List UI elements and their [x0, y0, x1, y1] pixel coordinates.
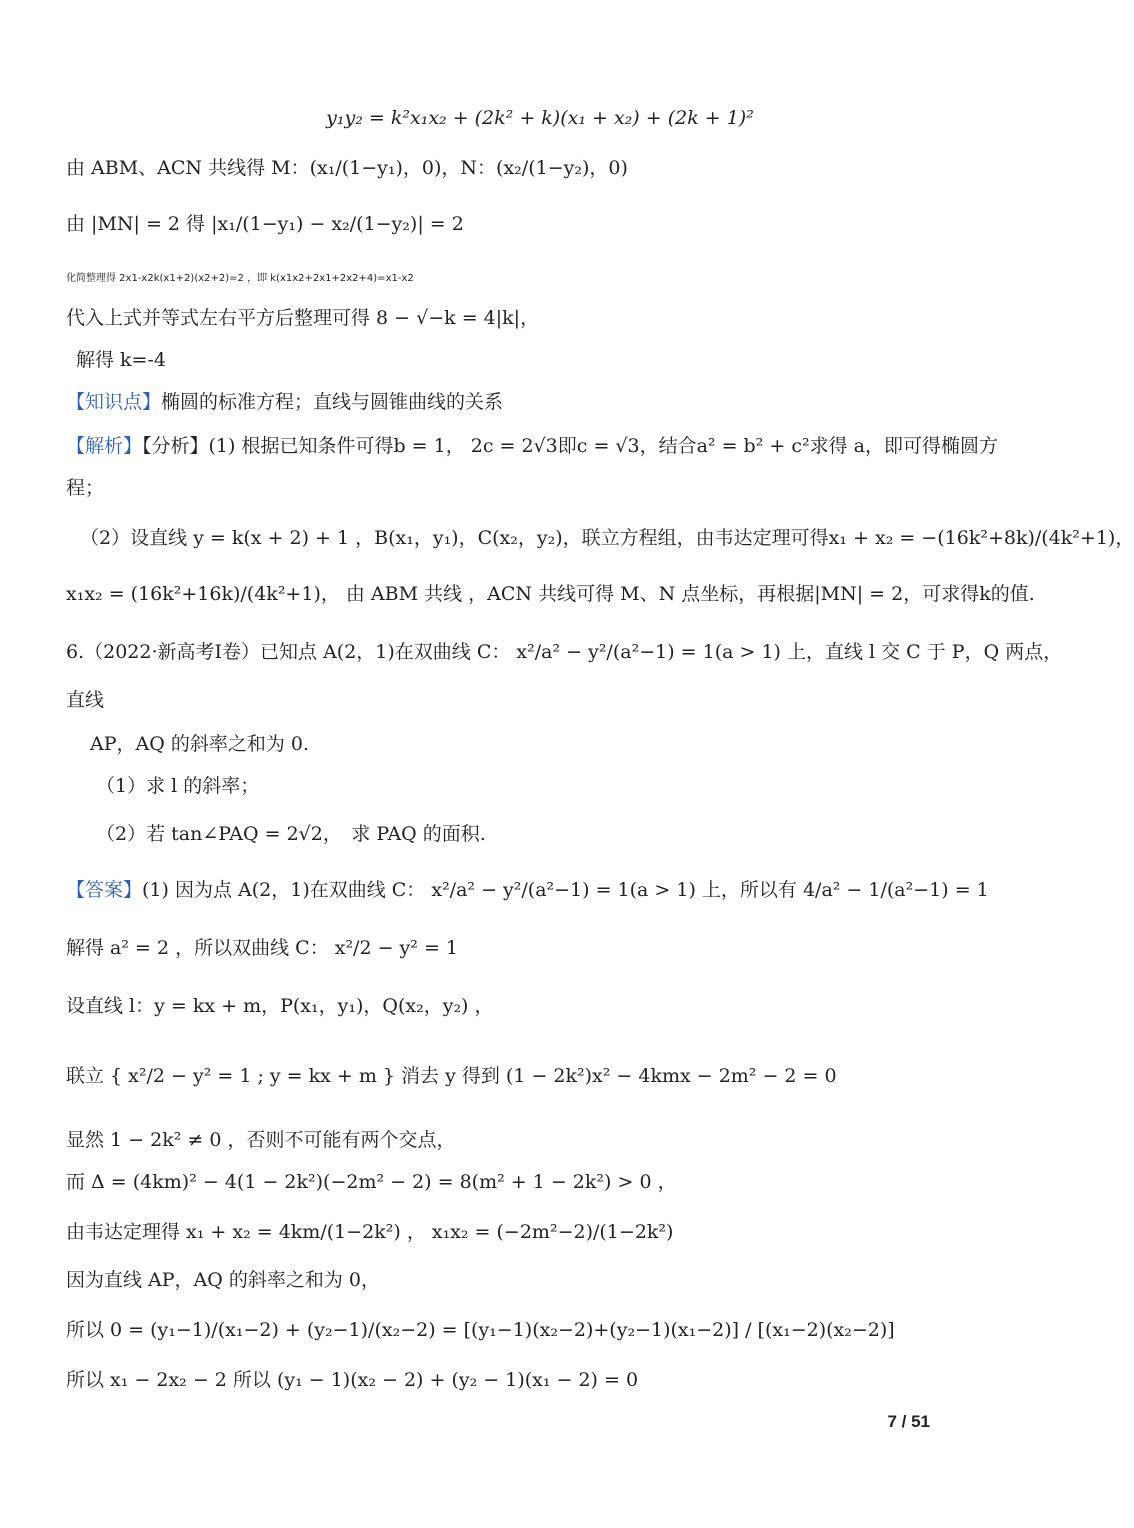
- analysis-text: 【分析】(1) 根据已知条件可得b = 1， 2c = 2√3即c = √3，结合a² = b² + c²求得 a，即可得椭圆方: [142, 435, 998, 457]
- knowledge-point-line: [66, 388, 1020, 416]
- answer-tag: 【答案】: [66, 879, 143, 901]
- text-line-simplify: 化简整理得 2x1-x2k(x1+2)(x2+2)=2 ，即 k(x1x2+2x1+2x2+4)=x1-x2: [66, 273, 414, 284]
- question-part-2: （2）若 tan∠PAQ = 2√2， 求 PAQ 的面积.: [96, 823, 486, 845]
- text-line-slope-sum: AP，AQ 的斜率之和为 0.: [90, 733, 310, 755]
- text-line-cheng: 程；: [66, 477, 105, 499]
- analysis-line: [66, 432, 1020, 460]
- knowledge-text: 椭圆的标准方程；直线与圆锥曲线的关系: [161, 391, 504, 413]
- text-line-mn-length: 由 |MN| = 2 得 |x₁/(1−y₁) − x₂/(1−y₂)| = 2: [66, 213, 464, 235]
- text-line-substitute: 代入上式并等式左右平方后整理可得 8 − √−k = 4|k|，: [66, 307, 540, 329]
- knowledge-tag: 【知识点】: [66, 391, 162, 413]
- text-line-zero-equation: 所以 0 = (y₁−1)/(x₁−2) + (y₂−1)/(x₂−2) = [(y₁−1)(x₂−2)+(y₂−1)(x₁−2)] / [(x₁−2)(x₂−2)]: [66, 1319, 895, 1341]
- text-line-part2-setup: （2）设直线 y = k(x + 2) + 1 ，B(x₁，y₁)，C(x₂，y₂)，联立方程组，由韦达定理可得x₁ + x₂ = −(16k²+8k)/(4k²+1)，: [80, 527, 1134, 549]
- text-line-final: 所以 x₁ − 2x₂ − 2 所以 (y₁ − 1)(x₂ − 2) + (y₂ − 1)(x₁ − 2) = 0: [66, 1369, 639, 1391]
- text-line-slope-zero: 因为直线 AP，AQ 的斜率之和为 0，: [66, 1269, 381, 1291]
- text-line-nonzero: 显然 1 − 2k² ≠ 0 ，否则不可能有两个交点，: [66, 1129, 456, 1151]
- text-line-vieta: 由韦达定理得 x₁ + x₂ = 4km/(1−2k²) ， x₁x₂ = (−2m²−2)/(1−2k²): [66, 1221, 674, 1243]
- answer-text: (1) 因为点 A(2，1)在双曲线 C： x²/a² − y²/(a²−1) = 1(a > 1) 上，所以有 4/a² − 1/(a²−1) = 1: [142, 879, 989, 901]
- text-line-k-result: 解得 k=-4: [76, 349, 166, 371]
- text-line-a-squared: 解得 a² = 2 ，所以双曲线 C： x²/2 − y² = 1: [66, 937, 458, 959]
- text-line-x1x2: x₁x₂ = (16k²+16k)/(4k²+1)， 由 ABM 共线 ，ACN 共线可得 M、N 点坐标，再根据|MN| = 2，可求得k的值.: [66, 583, 1035, 605]
- equation-y1y2: y₁y₂ = k²x₁x₂ + (2k² + k)(x₁ + x₂) + (2k + 1)²: [326, 107, 754, 129]
- page-number: 7 / 51: [887, 1412, 930, 1431]
- text-line-zhixian: 直线: [66, 689, 105, 711]
- text-line-delta: 而 Δ = (4km)² − 4(1 − 2k²)(−2m² − 2) = 8(m² + 1 − 2k²) > 0 ，: [66, 1171, 677, 1193]
- text-line-mn-coords: 由 ABM、ACN 共线得 M：(x₁/(1−y₁)，0)，N：(x₂/(1−y₂)，0): [66, 157, 628, 179]
- question-part-1: （1）求 l 的斜率；: [96, 775, 260, 797]
- answer-line: [66, 876, 1020, 904]
- problem-6-statement: 6.（2022·新高考Ⅰ卷）已知点 A(2，1)在双曲线 C： x²/a² − y²/(a²−1) = 1(a > 1) 上，直线 l 交 C 于 P，Q 两点，: [66, 641, 1063, 663]
- text-line-set-line: 设直线 l：y = kx + m，P(x₁，y₁)，Q(x₂，y₂) ，: [66, 995, 494, 1017]
- text-line-system: 联立 { x²/2 − y² = 1 ; y = kx + m } 消去 y 得到 (1 − 2k²)x² − 4kmx − 2m² − 2 = 0: [66, 1065, 837, 1087]
- analysis-tag: 【解析】: [66, 435, 143, 457]
